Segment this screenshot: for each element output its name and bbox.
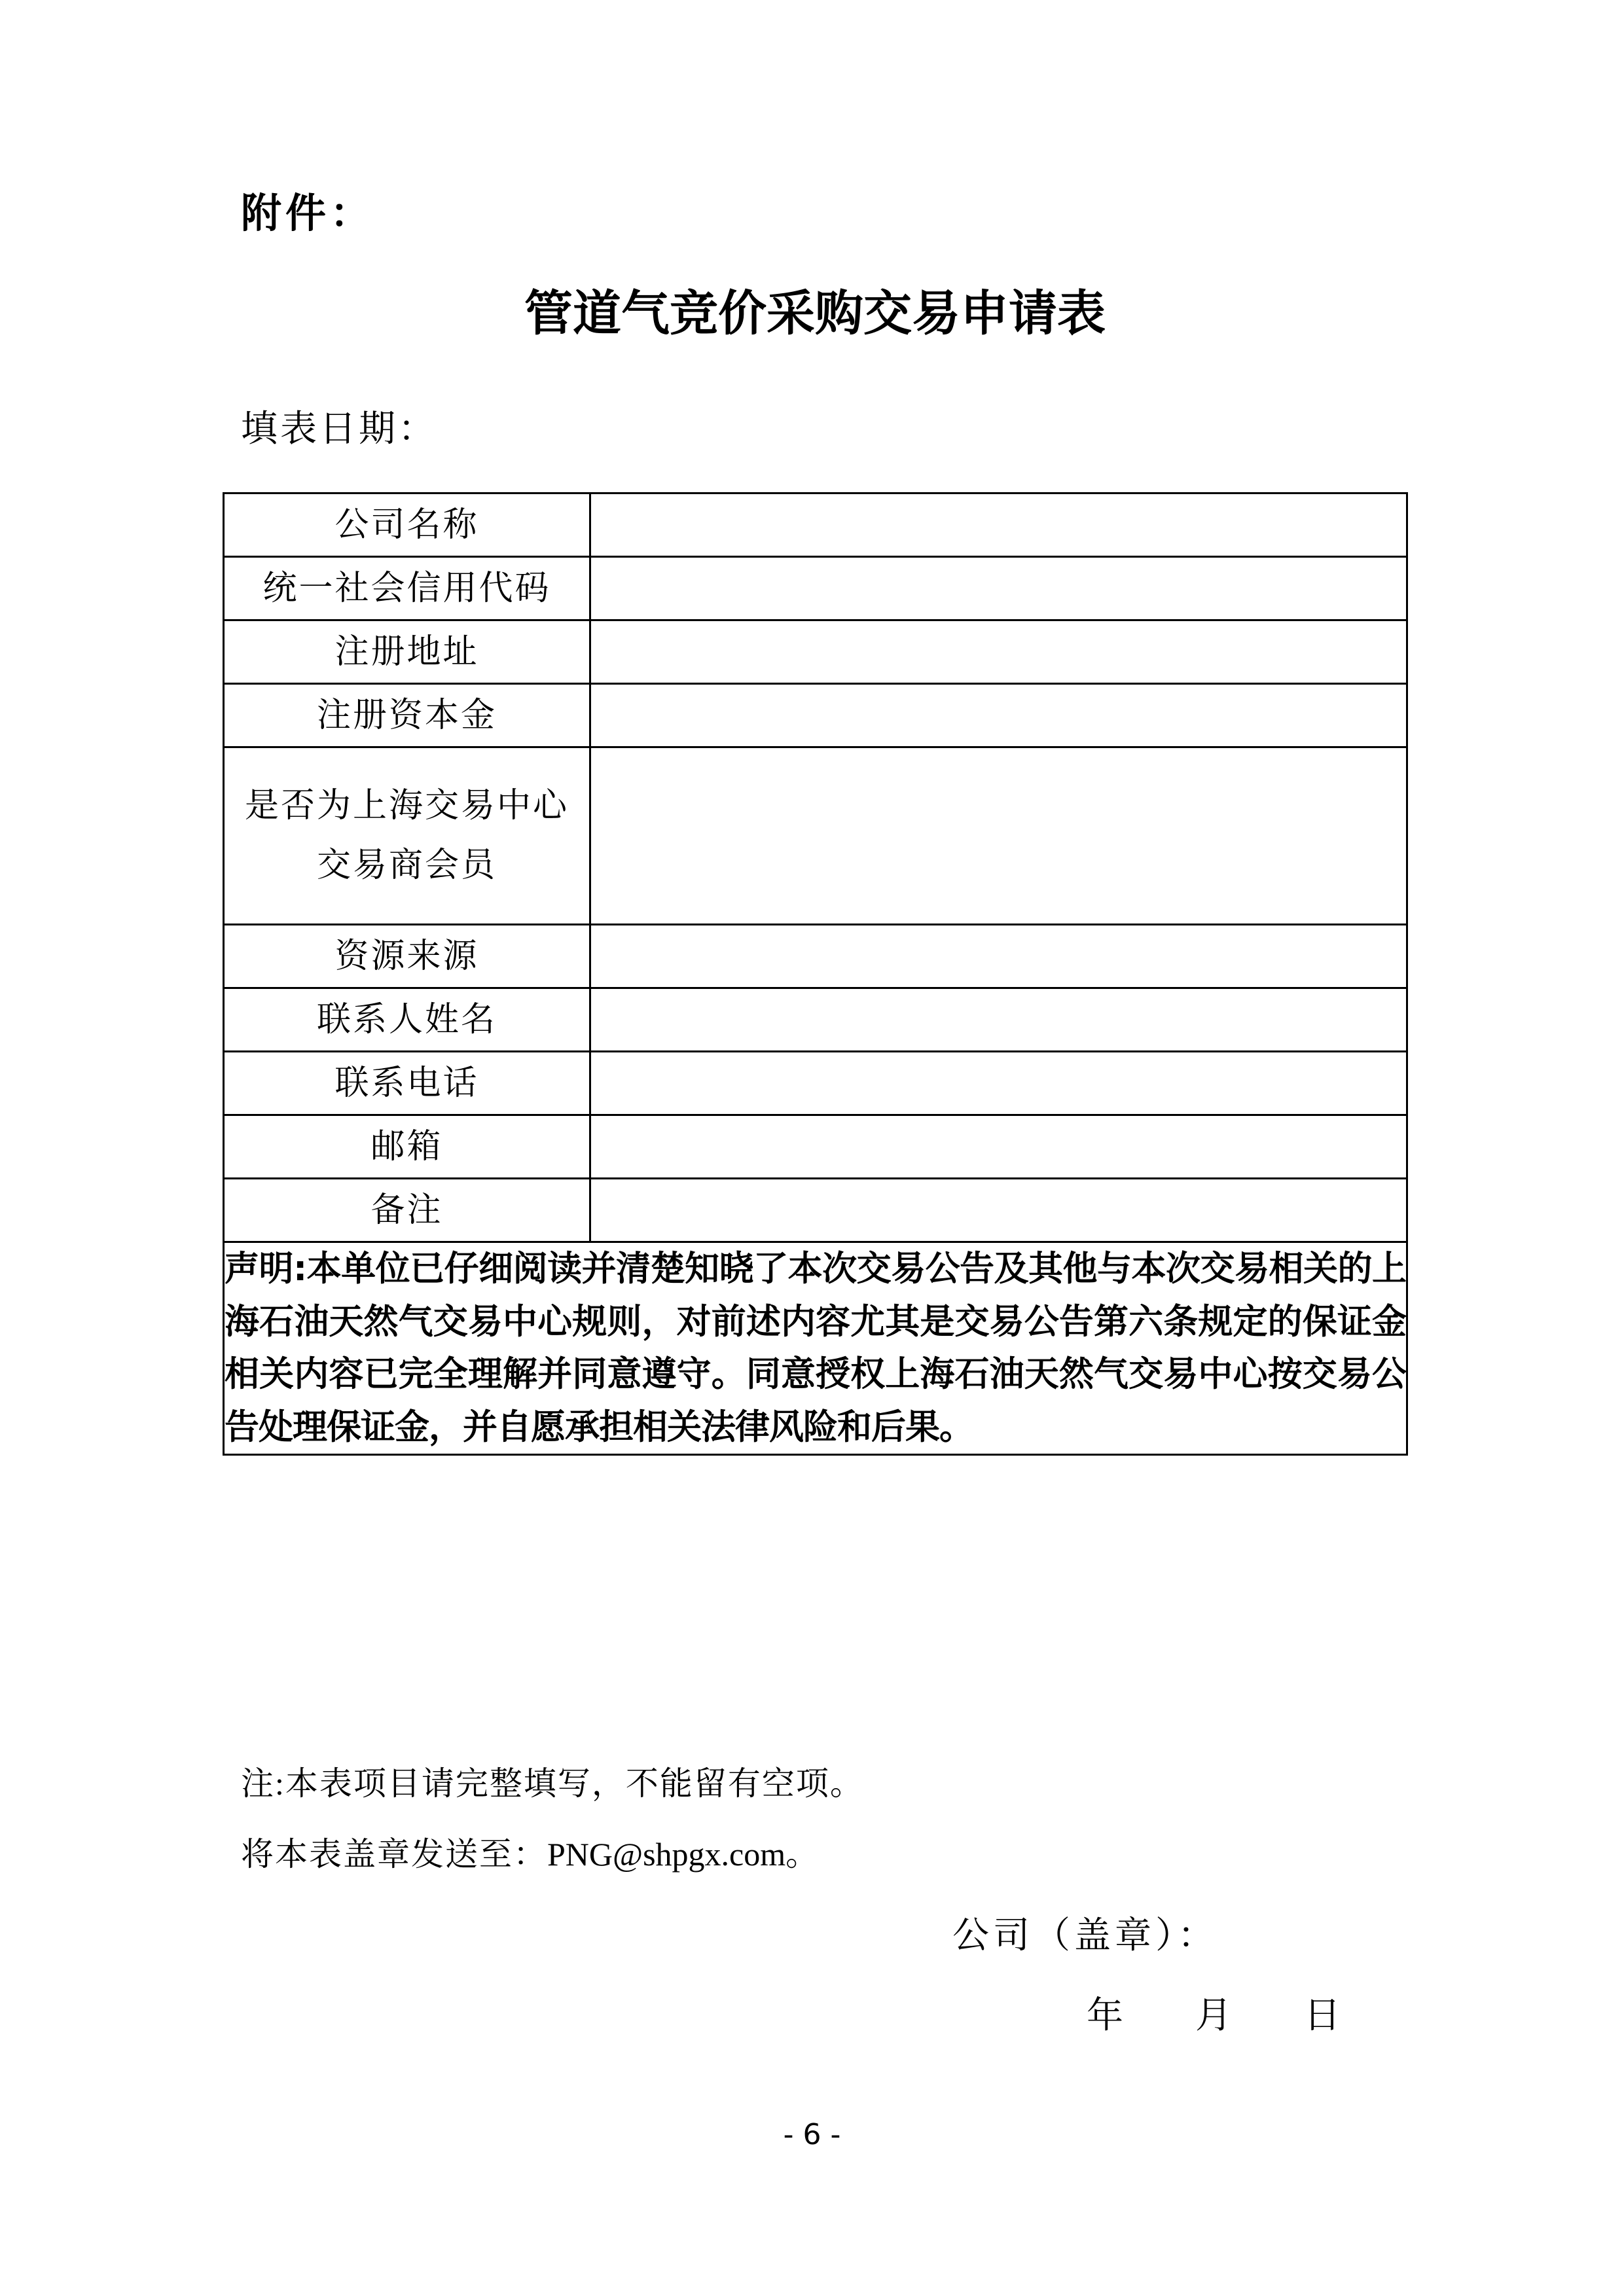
note-send-prefix: 将本表盖章发送至： — [241, 1836, 547, 1873]
declaration-cell — [224, 1242, 1407, 1455]
label-line-1: 公司名称 — [334, 506, 479, 544]
field-label-credit-code — [224, 557, 590, 620]
table-row — [224, 925, 1407, 988]
table-row — [224, 747, 1407, 925]
submission-email: PNG@shpgx.com — [547, 1836, 786, 1873]
page-number: - 6 - — [783, 2118, 841, 2151]
label-line-1: 注册资本金 — [316, 696, 497, 734]
note-complete-all-fields: 注:本表项目请完整填写，不能留有空项。 — [241, 1765, 864, 1802]
company-seal-label: 公司（盖章）： — [952, 1916, 1218, 1956]
field-label-remarks — [224, 1179, 590, 1242]
field-label-registered-capital — [224, 684, 590, 747]
label-line-1: 资源来源 — [334, 937, 479, 975]
table-row — [224, 1179, 1407, 1242]
day-label: 日 — [1304, 1996, 1341, 2036]
field-label-company-name — [224, 493, 590, 557]
field-value-registered-capital[interactable] — [590, 684, 1407, 747]
table-row — [224, 988, 1407, 1052]
field-label-exchange-member — [224, 747, 590, 925]
label-line-1: 邮箱 — [370, 1128, 443, 1166]
attachment-label: 附件： — [241, 192, 375, 236]
month-label: 月 — [1195, 1996, 1232, 2036]
table-row-declaration — [224, 1242, 1407, 1455]
table-row — [224, 493, 1407, 557]
field-value-registered-address[interactable] — [590, 620, 1407, 684]
label-line-1: 备注 — [370, 1191, 443, 1229]
field-value-email[interactable] — [590, 1115, 1407, 1179]
field-label-contact-phone — [224, 1052, 590, 1115]
field-value-company-name[interactable] — [590, 493, 1407, 557]
field-value-remarks[interactable] — [590, 1179, 1407, 1242]
label-line-2: 交易商会员 — [316, 847, 497, 884]
declaration-text: 声明:本单位已仔细阅读并清楚知晓了本次交易公告及其他与本次交易相关的上海石油天然气交易中心规则，对前述内容尤其是交易公告第六条规定的保证金相关内容已完全理解并同意遵守。同意授权上海石油天然气交易中心按交易公告处理保证金，并自愿承担相关法律风险和后果。 — [225, 1249, 1406, 1447]
application-form-table — [223, 492, 1408, 1456]
field-value-resource-source[interactable] — [590, 925, 1407, 988]
field-label-contact-name — [224, 988, 590, 1052]
field-value-exchange-member[interactable] — [590, 747, 1407, 925]
label-line-1: 联系人姓名 — [316, 1001, 497, 1039]
table-row — [224, 1052, 1407, 1115]
label-line-1: 统一社会信用代码 — [262, 569, 551, 607]
field-label-registered-address — [224, 620, 590, 684]
label-line-1: 联系电话 — [334, 1064, 479, 1102]
field-value-contact-phone[interactable] — [590, 1052, 1407, 1115]
table-row — [224, 620, 1407, 684]
field-value-credit-code[interactable] — [590, 557, 1407, 620]
table-row — [224, 1115, 1407, 1179]
field-label-email — [224, 1115, 590, 1179]
table-row — [224, 557, 1407, 620]
label-line-1: 注册地址 — [334, 633, 479, 671]
signature-date-line — [1087, 1998, 1341, 2034]
field-value-contact-name[interactable] — [590, 988, 1407, 1052]
field-label-resource-source — [224, 925, 590, 988]
form-date-label: 填表日期： — [241, 409, 437, 450]
label-line-1: 是否为上海交易中心 — [244, 787, 569, 825]
year-label: 年 — [1087, 1996, 1123, 2036]
page-title: 管道气竞价采购交易申请表 — [524, 285, 1106, 342]
note-send-to-email — [241, 1838, 820, 1871]
table-row — [224, 684, 1407, 747]
note-send-suffix: 。 — [785, 1836, 820, 1873]
